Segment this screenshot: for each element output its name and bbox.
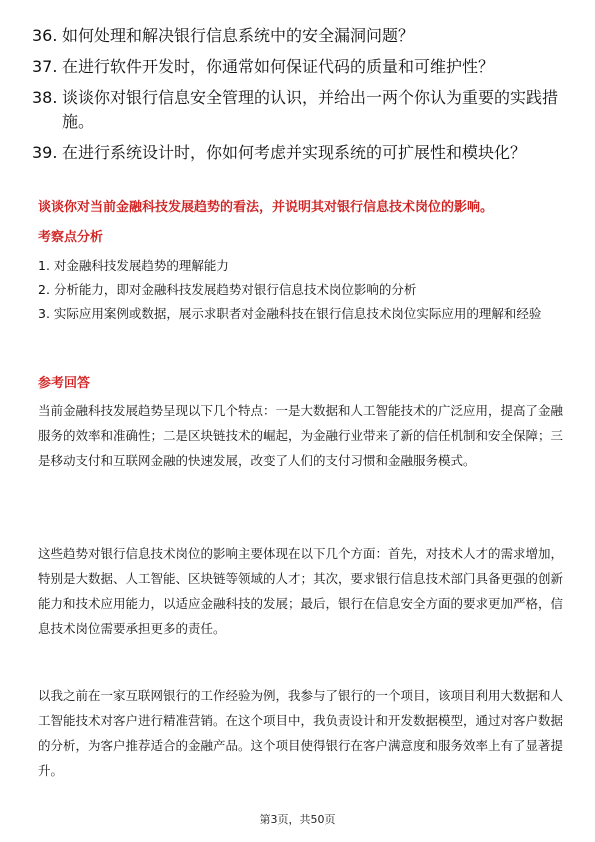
question-text: 谈谈你对银行信息安全管理的认识，并给出一两个你认为重要的实践措施。 [62, 88, 559, 131]
analysis-list [38, 254, 563, 326]
question-text: 在进行软件开发时，你通常如何保证代码的质量和可维护性？ [62, 57, 495, 76]
question-item [32, 55, 562, 79]
question-item [32, 86, 562, 134]
answer-paragraph: 当前金融科技发展趋势呈现以下几个特点：一是大数据和人工智能技术的广泛应用，提高了金融服务的效率和准确性；二是区块链技术的崛起，为金融行业带来了新的信任机制和安全保障；三是移动支付和互联网金融的快速发展，改变了人们的支付习惯和金融服务模式。 [38, 403, 564, 468]
answer-paragraph: 以我之前在一家互联网银行的工作经验为例，我参与了银行的一个项目，该项目利用大数据和人工智能技术对客户进行精准营销。在这个项目中，我负责设计和开发数据模型，通过对客户数据的分析，为客户推荐适合的金融产品。这个项目使得银行在客户满意度和服务效率上有了显著提升。 [38, 688, 564, 778]
question-number: 39. [32, 143, 58, 162]
question-number: 37. [32, 57, 58, 76]
analysis-item: 3. 实际应用案例或数据，展示求职者对金融科技在银行信息技术岗位实际应用的理解和经验 [38, 306, 542, 321]
answer-paragraph: 这些趋势对银行信息技术岗位的影响主要体现在以下几个方面：首先，对技术人才的需求增加，特别是大数据、人工智能、区块链等领域的人才；其次，要求银行信息技术部门具备更强的创新能力和技术应用能力，以适应金融科技的发展；最后，银行在信息安全方面的要求更加严格，信息技术岗位需要承担更多的责任。 [38, 546, 564, 636]
question-text: 在进行系统设计时，你如何考虑并实现系统的可扩展性和模块化？ [62, 143, 527, 162]
question-item [32, 141, 562, 165]
page-number: 第3页，共50页 [259, 813, 336, 826]
question-list [32, 24, 562, 172]
analysis-item: 2. 分析能力，即对金融科技发展趋势对银行信息技术岗位影响的分析 [38, 282, 417, 297]
question-item [32, 24, 562, 48]
question-number: 38. [32, 88, 58, 107]
question-text: 如何处理和解决银行信息系统中的安全漏洞问题？ [62, 26, 415, 45]
analysis-heading: 考察点分析 [38, 230, 104, 245]
section-question: 谈谈你对当前金融科技发展趋势的看法，并说明其对银行信息技术岗位的影响。 [38, 200, 494, 215]
question-number: 36. [32, 26, 58, 45]
analysis-item: 1. 对金融科技发展趋势的理解能力 [38, 258, 229, 273]
answer-heading: 参考回答 [38, 376, 91, 391]
